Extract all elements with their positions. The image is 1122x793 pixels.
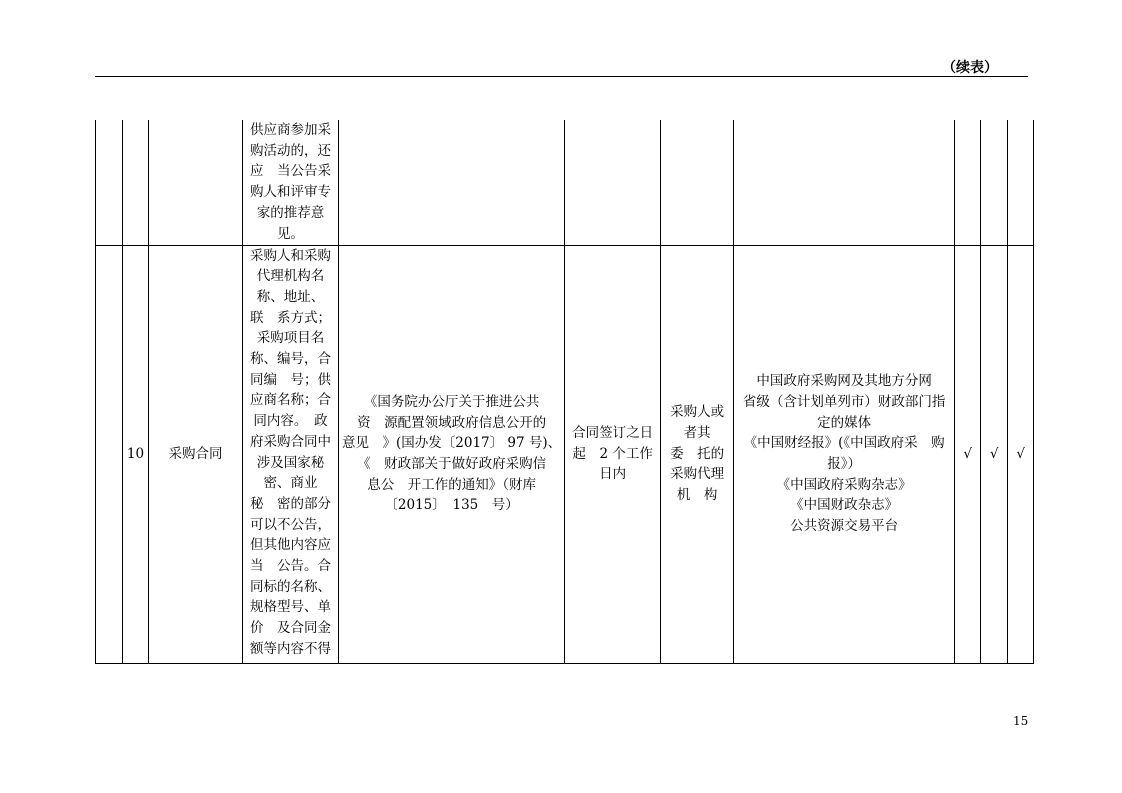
basis-line: 息公 开工作的通知》（财库 [367, 476, 536, 493]
subject-cell [661, 120, 734, 245]
content-line: 价 及合同金 [250, 620, 331, 637]
row-index-cell [123, 120, 149, 245]
basis-line: 《 财政部关于做好政府采购信 [357, 456, 547, 472]
item-name-cell [149, 120, 243, 245]
content-line: 家的推荐意 [256, 204, 325, 221]
basis-line: 〔2015〕 135 号） [384, 497, 519, 514]
content-line: 可以不公告， [250, 516, 331, 533]
left-margin-cell [96, 245, 123, 663]
content-line: 但其他内容应 [250, 537, 331, 554]
content-line: 采购人和采购 [250, 247, 331, 264]
table-row [96, 245, 1034, 663]
time-line: 合同签订之日 [572, 424, 654, 441]
basis-cell [339, 245, 565, 663]
media-cell [734, 120, 955, 245]
check-cell: √ [1008, 245, 1034, 663]
subject-cell [661, 245, 734, 663]
table-row [96, 120, 1034, 245]
disclosure-content-cell [243, 120, 339, 245]
basis-line: 意见 》(国办发〔2017〕 97 号)、 [342, 435, 562, 452]
content-line: 秘 密的部分 [250, 495, 331, 512]
basis-line: 《国务院办公厅关于推进公共 [363, 393, 540, 410]
subject-line: 采购代理 [670, 466, 725, 483]
content-line: 称、地址、 [256, 288, 325, 305]
content-line: 当 公告。合 [250, 558, 331, 575]
disclosure-content-cell [243, 245, 339, 663]
time-line: 起 2 个工作 [572, 445, 653, 462]
time-limit-cell [565, 120, 661, 245]
disclosure-table [95, 120, 1034, 664]
subject-line: 机 构 [676, 487, 718, 504]
check-cell [1008, 120, 1034, 245]
content-line: 应 当公告采 [250, 163, 331, 180]
media-line: 《中国财经报》(《中国政府采 购 [743, 435, 945, 452]
content-line: 涉及国家秘 [256, 454, 325, 471]
check-cell [981, 120, 1008, 245]
media-line: 中国政府采购网及其地方分网 [756, 373, 932, 390]
content-line: 密、商业 [263, 475, 318, 492]
media-line: 公共资源交易平台 [790, 518, 899, 535]
content-line: 同内容。 政 [253, 413, 328, 430]
basis-cell [339, 120, 565, 245]
content-line: 购活动的，还 [250, 142, 331, 159]
media-line: 报》） [827, 456, 862, 472]
media-line: 省级（含计划单列市）财政部门指 [742, 393, 946, 410]
content-line: 同标的名称、 [250, 578, 331, 595]
subject-line: 者其 [683, 424, 711, 441]
content-line: 称、编号，合 [250, 351, 331, 368]
content-line: 同编 号；供 [250, 371, 331, 388]
content-line: 供应商参加采 [250, 122, 331, 138]
header-rule [95, 76, 1028, 77]
left-margin-cell [96, 120, 123, 245]
content-line: 府采购合同中 [250, 433, 331, 450]
continued-table-label: （续表） [942, 60, 998, 76]
content-line: 采购项目名 [256, 330, 325, 347]
content-line: 额等内容不得 [250, 640, 331, 657]
check-cell [955, 120, 981, 245]
subject-line: 采购人或 [670, 404, 725, 421]
check-cell: √ [955, 245, 981, 663]
page-number: 15 [1013, 714, 1029, 728]
media-cell [734, 245, 955, 663]
content-line: 购人和评审专 [250, 184, 331, 201]
content-line: 联 系方式； [250, 309, 331, 326]
time-line: 日内 [599, 466, 627, 483]
content-line: 规格型号、单 [250, 599, 331, 616]
time-limit-cell [565, 245, 661, 663]
content-line: 见。 [277, 225, 304, 242]
check-cell: √ [981, 245, 1008, 663]
media-line: 《中国政府采购杂志》 [776, 476, 912, 493]
media-line: 定的媒体 [817, 414, 872, 431]
item-name-cell: 采购合同 [149, 245, 243, 663]
basis-line: 资 源配置领域政府信息公开的 [357, 414, 547, 431]
subject-line: 委 托的 [670, 445, 725, 462]
row-index-cell: 10 [123, 245, 149, 663]
media-line: 《中国财政杂志》 [790, 497, 899, 514]
content-line: 代理机构名 [256, 268, 325, 285]
content-line: 应商名称；合 [250, 392, 331, 409]
